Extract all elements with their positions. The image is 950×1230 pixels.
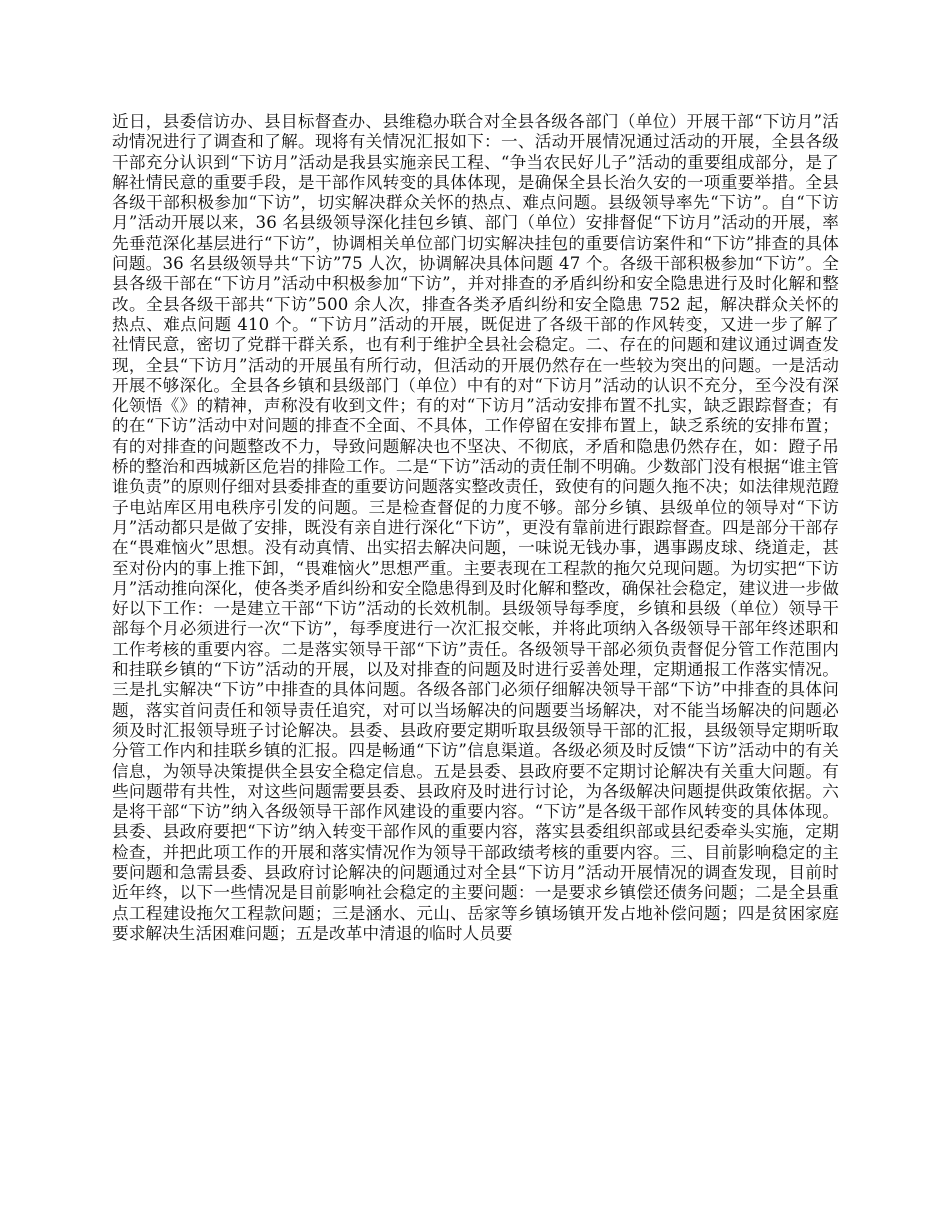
document-body-text: 近日，县委信访办、县目标督查办、县维稳办联合对全县各级各部门（单位）开展干部“下访月”活动情况进行了调查和了解。现将有关情况汇报如下：一、活动开展情况通过活动的开展，全县各级干部充分认识到“下访月”活动是我县实施亲民工程、“争当农民好儿子”活动的重要组成部分，是了解社情民意的重要手段，是干部作风转变的具体体现，是确保全县长治久安的一项重要举措。全县各级干部积极参加“下访”，切实解决群众关怀的热点、难点问题。县级领导率先“下访”。自“下访月”活动开展以来，36 名县级领导深化挂包乡镇、部门（单位）安排督促“下访月”活动的开展，率先垂范深化基层进行“下访”，协调相关单位部门切实解决挂包的重要信访案件和“下访”排查的具体问题。36 名县级领导共“下访”75 人次，协调解决具体问题 47 个。各级干部积极参加“下访”。全县各级干部在“下访月”活动中积极参加“下访”，并对排查的矛盾纠纷和安全隐患进行及时化解和整改。全县各级干部共“下访”500 余人次，排查各类矛盾纠纷和安全隐患 752 起，解决群众关怀的热点、难点问题 410 个。“下访月”活动的开展，既促进了各级干部的作风转变，又进一步了解了社情民意，密切了党群干群关系，也有利于维护全县社会稳定。二、存在的问题和建议通过调查发现，全县“下访月”活动的开展虽有所行动，但活动的开展仍然存在一些较为突出的问题。一是活动开展不够深化。全县各乡镇和县级部门（单位）中有的对“下访月”活动的认识不充分，至今没有深化领悟《》的精神，声称没有收到文件；有的对“下访月”活动安排布置不扎实，缺乏跟踪督查；有的在“下访”活动中对问题的排查不全面、不具体，工作停留在安排布置上，缺乏系统的安排布置；有的对排查的问题整改不力，导致问题解决也不坚决、不彻底，矛盾和隐患仍然存在，如：蹬子吊桥的整治和西城新区危岩的排险工作。二是“下访”活动的责任制不明确。少数部门没有根据“谁主管谁负责”的原则仔细对县委排查的重要访问题落实整改责任，致使有的问题久拖不决；如法律规范蹬子电站库区用电秩序引发的问题。三是检查督促的力度不够。部分乡镇、县级单位的领导对“下访月”活动都只是做了安排，既没有亲自进行深化“下访”，更没有靠前进行跟踪督查。四是部分干部存在“畏难恼火”思想。没有动真情、出实招去解决问题，一味说无钱办事，遇事踢皮球、绕道走，甚至对份内的事上推下卸，“畏难恼火”思想严重。主要表现在工程款的拖欠兑现问题。为切实把“下访月”活动推向深化，使各类矛盾纠纷和安全隐患得到及时化解和整改，确保社会稳定，建议进一步做好以下工作：一是建立干部“下访”活动的长效机制。县级领导每季度，乡镇和县级（单位）领导干部每个月必须进行一次“下访”，每季度进行一次汇报交帐，并将此项纳入各级领导干部年终述职和工作考核的重要内容。二是落实领导干部“下访”责任。各级领导干部必须负责督促分管工作范围内和挂联乡镇的“下访”活动的开展，以及对排查的问题及时进行妥善处理，定期通报工作落实情况。三是扎实解决“下访”中排查的具体问题。各级各部门必须仔细解决领导干部“下访”中排查的具体问题，落实首问责任和领导责任追究，对可以当场解决的问题要当场解决，对不能当场解决的问题必须及时汇报领导班子讨论解决。县委、县政府要定期听取县级领导干部的汇报，县级领导定期听取分管工作内和挂联乡镇的汇报。四是畅通“下访”信息渠道。各级必须及时反馈“下访”活动中的有关信息，为领导决策提供全县安全稳定信息。五是县委、县政府要不定期讨论解决有关重大问题。有些问题带有共性，对这些问题需要县委、县政府及时进行讨论，为各级解决问题提供政策依据。六是将干部“下访”纳入各级领导干部作风建设的重要内容。“下访”是各级干部作风转变的具体体现。县委、县政府要把“下访”纳入转变干部作风的重要内容，落实县委组织部或县纪委牵头实施，定期检查，并把此项工作的开展和落实情况作为领导干部政绩考核的重要内容。三、目前影响稳定的主要问题和急需县委、县政府讨论解决的问题通过对全县“下访月”活动开展情况的调查发现，目前时近年终，以下一些情况是目前影响社会稳定的主要问题：一是要求乡镇偿还债务问题；二是全县重点工程建设拖欠工程款问题；三是涵水、元山、岳家等乡镇场镇开发占地补偿问题；四是贫困家庭要求解决生活困难问题；五是改革中清退的临时人员要 [112, 112, 839, 943]
